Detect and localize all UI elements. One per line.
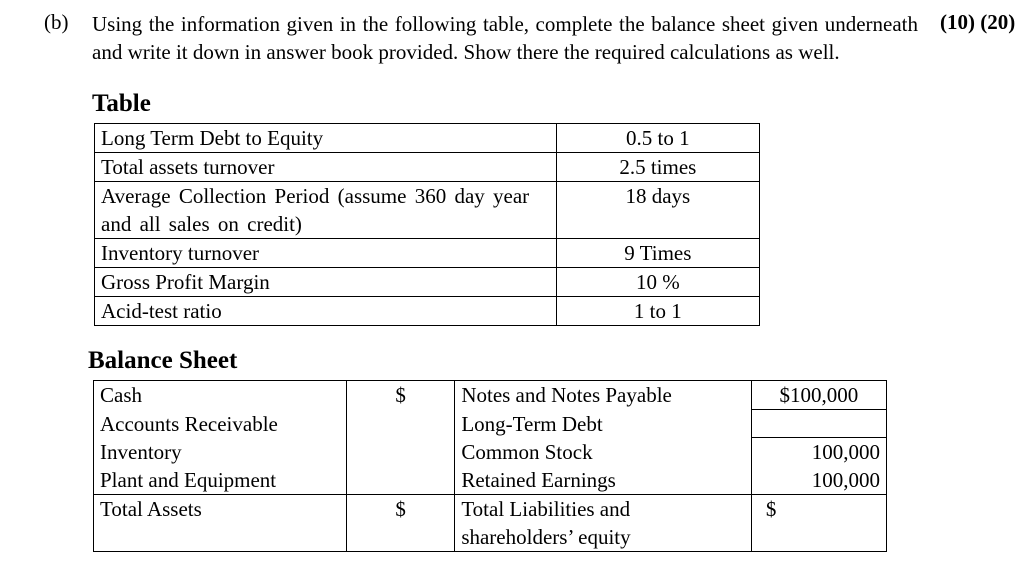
ratio-label: Acid-test ratio bbox=[95, 297, 557, 326]
table-row bbox=[94, 381, 887, 410]
ratio-value: 0.5 to 1 bbox=[556, 124, 759, 153]
liability-label: Common Stock bbox=[455, 438, 752, 467]
asset-label: Inventory bbox=[94, 438, 347, 467]
asset-amount: $ bbox=[347, 495, 455, 552]
asset-label: Plant and Equipment bbox=[94, 466, 347, 495]
liability-amount bbox=[751, 410, 886, 438]
ratio-value: 1 to 1 bbox=[556, 297, 759, 326]
ratio-table-heading: Table bbox=[92, 90, 151, 117]
question-label: (b) bbox=[44, 10, 69, 34]
question-marks: (10) (20) bbox=[940, 10, 1016, 34]
table-row bbox=[94, 495, 887, 552]
asset-amount bbox=[347, 410, 455, 438]
table-row bbox=[95, 124, 760, 153]
ratio-label: Inventory turnover bbox=[95, 239, 557, 268]
asset-label: Accounts Receivable bbox=[94, 410, 347, 438]
liability-label: Notes and Notes Payable bbox=[455, 381, 752, 410]
table-row bbox=[95, 182, 760, 239]
ratio-label: Average Collection Period (assume 360 day year and all sales on credit) bbox=[95, 182, 557, 239]
liability-amount: 100,000 bbox=[751, 438, 886, 467]
ratio-value: 2.5 times bbox=[556, 153, 759, 182]
balance-sheet-heading: Balance Sheet bbox=[88, 347, 238, 374]
ratio-label: Gross Profit Margin bbox=[95, 268, 557, 297]
table-row bbox=[94, 466, 887, 495]
asset-amount bbox=[347, 438, 455, 467]
ratio-value: 9 Times bbox=[556, 239, 759, 268]
asset-amount: $ bbox=[347, 381, 455, 410]
liability-label: Long-Term Debt bbox=[455, 410, 752, 438]
question-text: Using the information given in the following table, complete the balance sheet given underneath and write it down in answer book provided. Show there the required calculations as well. bbox=[92, 12, 918, 64]
table-row bbox=[94, 410, 887, 438]
liability-label: Retained Earnings bbox=[455, 466, 752, 495]
ratio-value: 18 days bbox=[556, 182, 759, 239]
ratio-value: 10 % bbox=[556, 268, 759, 297]
ratio-label: Total assets turnover bbox=[95, 153, 557, 182]
ratio-table bbox=[94, 123, 760, 326]
table-row bbox=[94, 438, 887, 467]
balance-sheet-table bbox=[93, 380, 887, 552]
table-row bbox=[95, 297, 760, 326]
table-row bbox=[95, 239, 760, 268]
table-row bbox=[95, 153, 760, 182]
ratio-label: Long Term Debt to Equity bbox=[95, 124, 557, 153]
liability-amount: $100,000 bbox=[751, 381, 886, 410]
asset-label: Cash bbox=[94, 381, 347, 410]
asset-amount bbox=[347, 466, 455, 495]
liability-amount: $ bbox=[751, 495, 886, 552]
table-row bbox=[95, 268, 760, 297]
liability-amount: 100,000 bbox=[751, 466, 886, 495]
liability-label: Total Liabilities and shareholders’ equity bbox=[455, 495, 752, 552]
asset-label: Total Assets bbox=[94, 495, 347, 552]
